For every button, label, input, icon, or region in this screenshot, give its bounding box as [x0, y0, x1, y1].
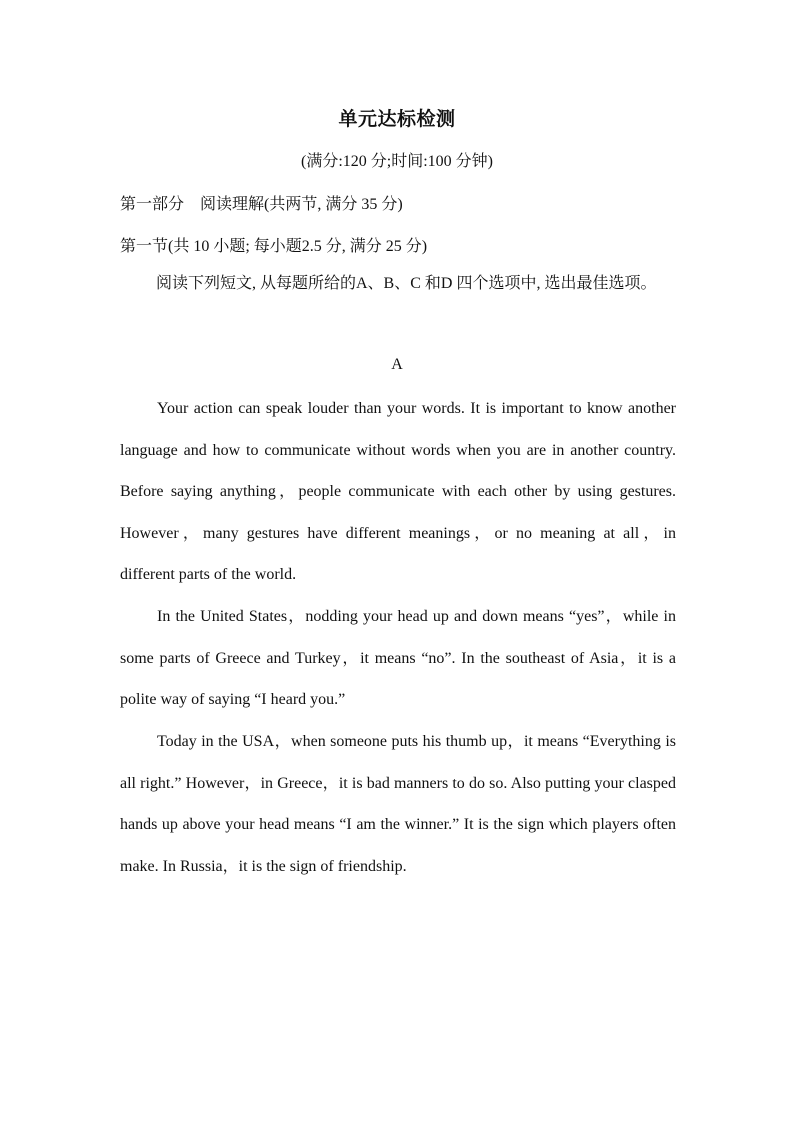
exam-info: (满分:120 分;时间:100 分钟) — [301, 153, 493, 170]
section-heading: 第一节(共 10 小题; 每小题2.5 分, 满分 25 分) — [120, 238, 428, 255]
part-heading: 第一部分 阅读理解(共两节, 满分 35 分) — [120, 196, 403, 213]
passage-label: A — [391, 356, 403, 373]
passage-paragraph: In the United States，nodding your head up and down means “yes”，while in some parts of Greece and Turkey，it means “no”. In the southeast of Asia，it is a polite way of saying “I heard you.” — [120, 608, 676, 709]
passage-paragraph: Today in the USA，when someone puts his thumb up，it means “Everything is all right.” However，in Greece，it is bad manners to do so. Also putting your clasped hands up above your head means “I am the winner.” It is the sign which players often make. In Russia，it is the sign of friendship. — [120, 733, 676, 875]
instructions: 阅读下列短文, 从每题所给的A、B、C 和D 四个选项中, 选出最佳选项。 — [156, 275, 657, 292]
page-title: 单元达标检测 — [338, 109, 456, 130]
passage-paragraph: Your action can speak louder than your words. It is important to know another language and how to communicate without words when you are in another country. Before saying anything，people communicate with each other by using gestures. However，many gestures have different meanings，or no meaning at all，in different parts of the world. — [120, 400, 676, 584]
